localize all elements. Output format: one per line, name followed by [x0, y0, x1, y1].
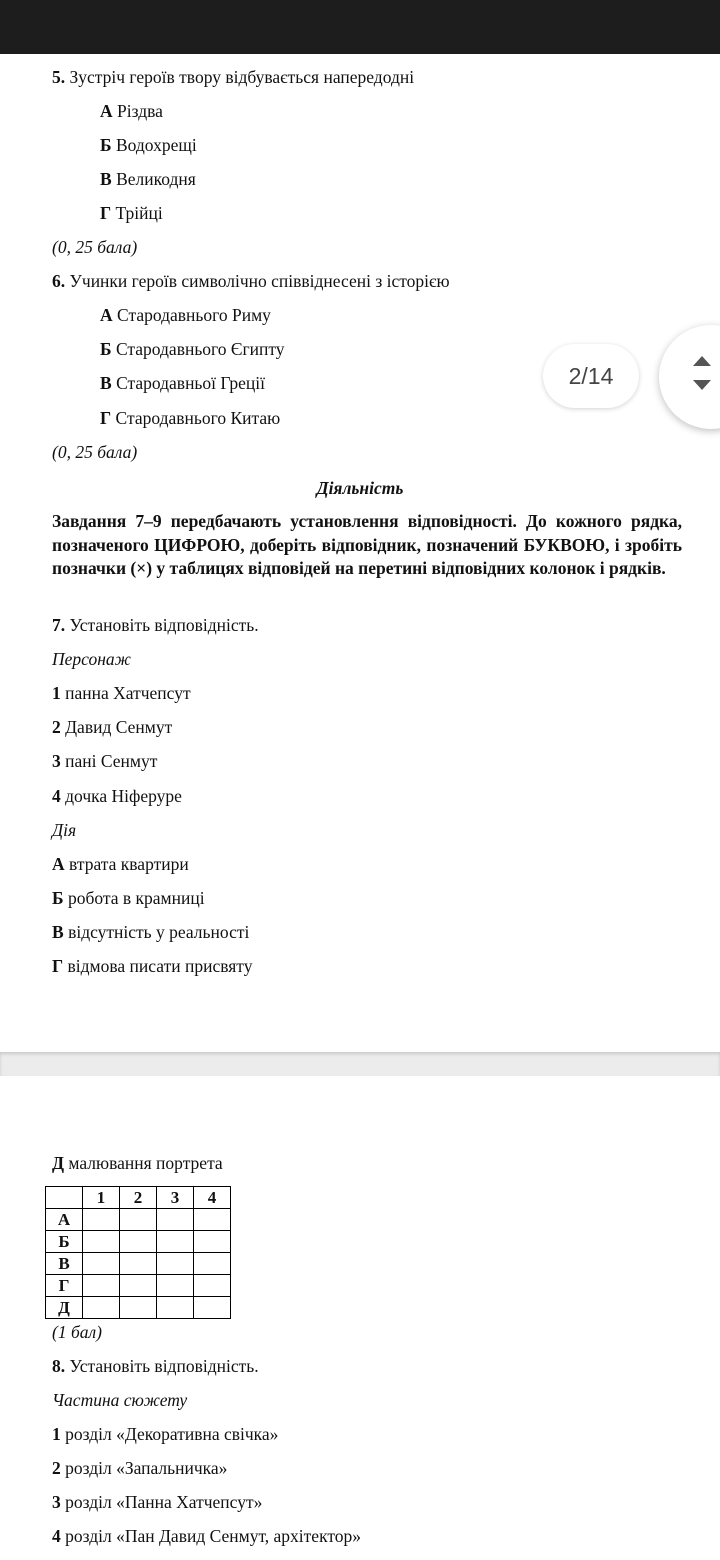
option-letter: В — [100, 169, 112, 189]
table-row — [46, 1209, 231, 1231]
item-number: 2 — [52, 1458, 61, 1478]
option-text: Стародавньої Греції — [116, 373, 266, 393]
item-letter: Д — [52, 1153, 65, 1173]
question-text: Учинки героїв символічно співвіднесені з історією — [69, 271, 450, 291]
question-number: 7. — [52, 615, 66, 635]
item-number: 1 — [52, 683, 61, 703]
table-header-row — [46, 1187, 231, 1209]
list-item — [52, 921, 249, 943]
table-cell[interactable] — [157, 1297, 194, 1319]
page-separator — [0, 1052, 720, 1076]
table-col-header: 3 — [157, 1187, 194, 1209]
option — [100, 407, 280, 429]
item-text: малювання портрета — [68, 1153, 223, 1173]
question-number: 5. — [52, 67, 66, 87]
list-item — [52, 1423, 278, 1445]
option-letter: Б — [100, 135, 112, 155]
option-letter: А — [100, 305, 113, 325]
option — [100, 168, 196, 190]
table-cell[interactable] — [194, 1297, 231, 1319]
question-text: Установіть відповідність. — [69, 615, 259, 635]
question-number: 6. — [52, 271, 66, 291]
column-title: Персонаж — [52, 649, 131, 669]
option-text: Різдва — [117, 101, 163, 121]
item-number: 1 — [52, 1424, 61, 1444]
question-6 — [52, 270, 450, 292]
score-note: (0, 25 бала) — [52, 442, 138, 462]
item-letter: Г — [52, 956, 64, 976]
table-row-header: В — [46, 1253, 83, 1275]
table-cell[interactable] — [157, 1209, 194, 1231]
item-text: робота в крамниці — [67, 888, 205, 908]
answer-table — [45, 1186, 231, 1319]
table-col-header: 4 — [194, 1187, 231, 1209]
table-row-header: Д — [46, 1297, 83, 1319]
page-indicator-label: 2/14 — [568, 362, 614, 389]
item-text: відмова писати присвяту — [67, 956, 253, 976]
table-cell[interactable] — [120, 1209, 157, 1231]
list-item — [52, 1152, 223, 1174]
table-cell[interactable] — [120, 1253, 157, 1275]
table-cell[interactable] — [83, 1275, 120, 1297]
option-letter: Г — [100, 203, 112, 223]
option — [100, 202, 163, 224]
item-letter: В — [52, 922, 64, 942]
option — [100, 304, 271, 326]
list-item — [52, 682, 191, 704]
question-text: Установіть відповідність. — [69, 1356, 259, 1376]
option-text: Водохрещі — [115, 135, 197, 155]
item-number: 3 — [52, 1492, 61, 1512]
table-row-header: Б — [46, 1231, 83, 1253]
table-cell[interactable] — [194, 1253, 231, 1275]
table-col-header: 2 — [120, 1187, 157, 1209]
table-row — [46, 1231, 231, 1253]
list-item — [52, 1491, 262, 1513]
question-7 — [52, 614, 259, 636]
item-letter: Б — [52, 888, 64, 908]
item-text: панна Хатчепсут — [65, 683, 191, 703]
score-note: (1 бал) — [52, 1322, 102, 1342]
arrow-up-icon — [693, 356, 711, 366]
list-item — [52, 1525, 361, 1547]
section-instruction: Завдання 7–9 передбачають установлення відповідності. До кожного рядка, позначеного ЦИФРОЮ, доберіть відповідник, позначений БУКВОЮ, і зробіть позначки (×) у таблицях відповідей на перетині відповідних колонок і рядків. — [52, 511, 682, 578]
table-row-header: А — [46, 1209, 83, 1231]
table-cell[interactable] — [194, 1275, 231, 1297]
question-text: Зустріч героїв твору відбувається напередодні — [69, 67, 415, 87]
list-item — [52, 887, 205, 909]
list-item — [52, 955, 252, 977]
table-row — [46, 1297, 231, 1319]
item-number: 3 — [52, 751, 61, 771]
option — [100, 372, 265, 394]
table-col-header: 1 — [83, 1187, 120, 1209]
table-cell[interactable] — [157, 1231, 194, 1253]
option-letter: Б — [100, 339, 112, 359]
option-letter: В — [100, 373, 112, 393]
list-item — [52, 785, 182, 807]
item-text: втрата квартири — [69, 854, 189, 874]
table-cell[interactable] — [83, 1231, 120, 1253]
table-row-header: Г — [46, 1275, 83, 1297]
column-title: Дія — [52, 820, 77, 840]
table-cell[interactable] — [194, 1231, 231, 1253]
option-text: Стародавнього Риму — [117, 305, 271, 325]
item-text: відсутність у реальності — [68, 922, 250, 942]
item-text: розділ «Запальничка» — [65, 1458, 228, 1478]
item-number: 4 — [52, 786, 61, 806]
item-number: 2 — [52, 717, 61, 737]
item-letter: А — [52, 854, 65, 874]
option-text: Стародавнього Єгипту — [115, 339, 285, 359]
option — [100, 338, 285, 360]
list-item — [52, 853, 189, 875]
arrow-down-icon — [693, 380, 711, 390]
table-row — [46, 1253, 231, 1275]
score-note: (0, 25 бала) — [52, 237, 138, 257]
item-text: Давид Сенмут — [65, 717, 173, 737]
option-letter: Г — [100, 408, 112, 428]
list-item — [52, 716, 172, 738]
table-corner-cell — [46, 1187, 83, 1209]
table-cell[interactable] — [157, 1253, 194, 1275]
table-cell[interactable] — [157, 1275, 194, 1297]
option — [100, 134, 197, 156]
item-number: 4 — [52, 1526, 61, 1546]
option-text: Великодня — [116, 169, 196, 189]
item-text: розділ «Декоративна свічка» — [65, 1424, 279, 1444]
table-cell[interactable] — [83, 1253, 120, 1275]
table-cell[interactable] — [120, 1297, 157, 1319]
list-item — [52, 750, 157, 772]
table-cell[interactable] — [83, 1209, 120, 1231]
option-text: Трійці — [115, 203, 163, 223]
page-indicator — [543, 344, 639, 408]
section-title: Діяльність — [316, 478, 404, 498]
question-number: 8. — [52, 1356, 66, 1376]
table-cell[interactable] — [120, 1231, 157, 1253]
table-cell[interactable] — [194, 1209, 231, 1231]
option — [100, 100, 163, 122]
item-text: дочка Ніферуре — [65, 786, 182, 806]
item-text: пані Сенмут — [65, 751, 158, 771]
column-title: Частина сюжету — [52, 1390, 188, 1410]
table-cell[interactable] — [83, 1297, 120, 1319]
option-letter: А — [100, 101, 113, 121]
table-row — [46, 1275, 231, 1297]
question-8 — [52, 1355, 259, 1377]
top-bar — [0, 0, 720, 54]
question-5 — [52, 66, 414, 88]
item-text: розділ «Пан Давид Сенмут, архітектор» — [65, 1526, 362, 1546]
item-text: розділ «Панна Хатчепсут» — [65, 1492, 263, 1512]
table-cell[interactable] — [120, 1275, 157, 1297]
list-item — [52, 1457, 227, 1479]
option-text: Стародавнього Китаю — [115, 408, 281, 428]
